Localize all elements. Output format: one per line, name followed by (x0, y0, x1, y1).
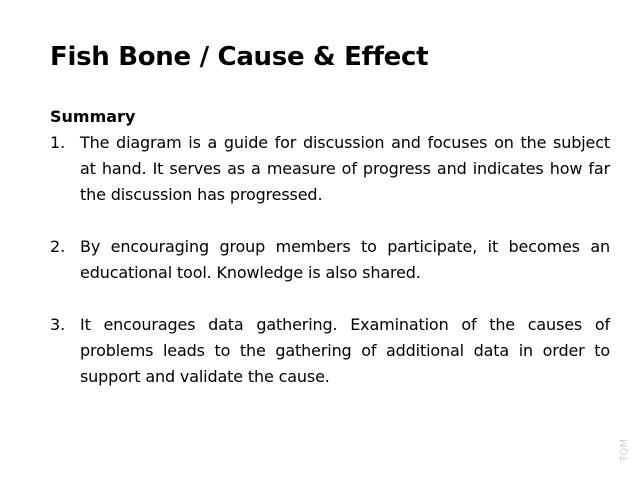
slide-content (50, 104, 610, 390)
list-item-number: 2. (50, 237, 66, 256)
list-item-text: It encourages data gathering. Examination of the causes of problems leads to the gathering of additional data in order to support and validate the cause. (80, 315, 610, 386)
list-item (50, 130, 610, 208)
list-item (50, 234, 610, 286)
summary-heading: Summary (50, 107, 136, 126)
slide-title: Fish Bone / Cause & Effect (50, 42, 429, 72)
list-item-number: 3. (50, 315, 66, 334)
watermark-logo: TQM (619, 439, 630, 462)
list-item-text: The diagram is a guide for discussion and focuses on the subject at hand. It serves as a measure of progress and indicates how far the discussion has progressed. (80, 133, 610, 204)
list-item-number: 1. (50, 133, 66, 152)
list-item-text: By encouraging group members to participate, it becomes an educational tool. Knowledge is also shared. (80, 237, 610, 282)
list-item (50, 312, 610, 390)
